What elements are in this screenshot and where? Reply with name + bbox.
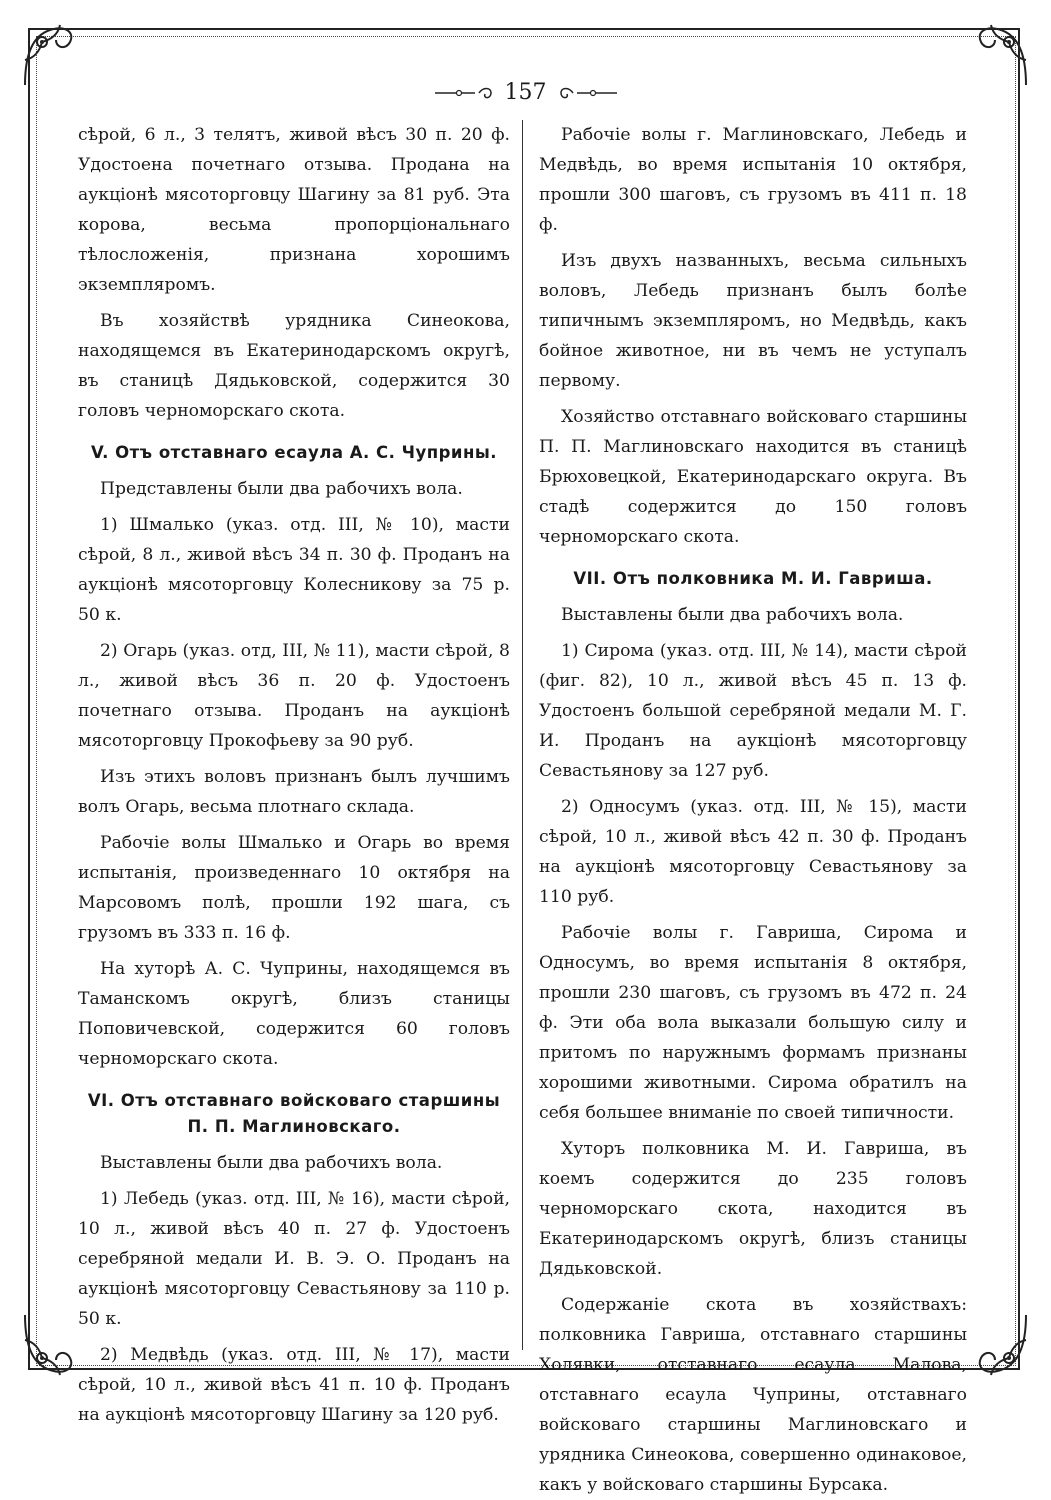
paragraph: сѣрой, 6 л., 3 телятъ, живой вѣсъ 30 п. 20 ф. Удостоена почетнаго отзыва. Продана на аукціонѣ мясоторговцу Шагину за 81 руб. Эта корова, весьма пропорціональнаго тѣлосложенія, признана хорошимъ экземпляромъ. — [78, 125, 510, 295]
paragraph: На хуторѣ А. С. Чуприны, находящемся въ Таманскомъ округѣ, близъ станицы Поповичевской, содержится 60 головъ черноморскаго скота. — [78, 959, 510, 1069]
paragraph: 1) Шмалько (указ. отд. III, № 10), масти сѣрой, 8 л., живой вѣсъ 34 п. 30 ф. Проданъ на аукціонѣ мясоторговцу Колесникову за 75 р. 50 к. — [78, 515, 510, 625]
paragraph: 2) Огарь (указ. отд, III, № 11), масти сѣрой, 8 л., живой вѣсъ 36 п. 20 ф. Удостоенъ почетнаго отзыва. Проданъ на аукціонѣ мясоторговцу Прокофьеву за 90 руб. — [78, 641, 510, 751]
paragraph: Въ хозяйствѣ урядника Синеокова, находящемся въ Екатеринодарскомъ округѣ, въ станицѣ Дядьковской, содержится 30 головъ черноморскаго скота. — [78, 311, 510, 421]
paragraph: Рабочіе волы Шмалько и Огарь во время испытанія, произведеннаго 10 октября на Марсовомъ полѣ, прошли 192 шага, съ грузомъ въ 333 п. 16 ф. — [78, 833, 510, 943]
page-header — [0, 80, 1051, 105]
paragraph: Выставлены были два рабочихъ вола. — [100, 1153, 443, 1173]
paragraph: Представлены были два рабочихъ вола. — [100, 479, 463, 499]
paragraph: Содержаніе скота въ хозяйствахъ: полковника Гавриша, отставнаго старшины Холявки, отставнаго есаула Малова, отставнаго есаула Чуприны, отставнаго войсковаго старшины Маглиновскаго и урядника Синеокова, совершенно одинаковое, какъ у войсковаго старшины Бурсака. — [539, 1295, 967, 1495]
paragraph: Хозяйство отставнаго войсковаго старшины П. П. Маглиновскаго находится въ станицѣ Брюховецкой, Екатеринодарскаго округа. Въ стадѣ содержится до 150 головъ черноморскаго скота. — [539, 407, 967, 547]
paragraph: 2) Односумъ (указ. отд. III, № 15), масти сѣрой, 10 л., живой вѣсъ 42 п. 30 ф. Проданъ на аукціонѣ мясоторговцу Севастьянову за 110 руб. — [539, 797, 967, 907]
page-number: 157 — [504, 80, 547, 105]
paragraph: 1) Лебедь (указ. отд. III, № 16), масти сѣрой, 10 л., живой вѣсъ 40 п. 27 ф. Удостоенъ серебряной медали И. В. Э. О. Проданъ на аукціонѣ мясоторговцу Севастьянову за 110 р. 50 к. — [78, 1189, 510, 1329]
column-divider — [522, 120, 523, 1350]
left-column — [78, 120, 518, 1425]
paragraph: Рабочіе волы г. Маглиновскаго, Лебедь и Медвѣдь, во время испытанія 10 октября, прошли 300 шаговъ, съ грузомъ въ 411 п. 18 ф. — [539, 125, 967, 235]
section-heading: V. Отъ отставнаго есаула А. С. Чуприны. — [90, 443, 498, 462]
flourish-right-icon — [557, 85, 617, 101]
paragraph: 2) Медвѣдь (указ. отд. III, № 17), масти сѣрой, 10 л., живой вѣсъ 41 п. 10 ф. Проданъ на аукціонѣ мясоторговцу Шагину за 120 руб. — [78, 1345, 510, 1425]
paragraph: Изъ этихъ воловъ признанъ былъ лучшимъ волъ Огарь, весьма плотнаго склада. — [78, 767, 510, 817]
paragraph: Изъ двухъ названныхъ, весьма сильныхъ воловъ, Лебедь признанъ былъ болѣе типичнымъ экземпляромъ, но Медвѣдь, какъ бойное животное, ни въ чемъ не уступалъ первому. — [539, 251, 967, 391]
paragraph: Выставлены были два рабочихъ вола. — [561, 605, 904, 625]
paragraph: Хуторъ полковника М. И. Гавриша, въ коемъ содержится до 235 головъ черноморскаго скота, находится въ Екатеринодарскомъ округѣ, близъ станицы Дядьковской. — [539, 1139, 967, 1279]
flourish-left-icon — [435, 85, 495, 101]
text-columns — [78, 120, 976, 1495]
paragraph: 1) Сирома (указ. отд. III, № 14), масти сѣрой (фиг. 82), 10 л., живой вѣсъ 45 п. 13 ф. Удостоенъ большой серебряной медали М. Г. И. Проданъ на аукціонѣ мясоторговцу Севастьянову за 127 руб. — [539, 641, 967, 781]
right-column — [527, 120, 967, 1495]
paragraph: Рабочіе волы г. Гавриша, Сирома и Односумъ, во время испытанія 8 октября, прошли 230 шаговъ, съ грузомъ въ 472 п. 24 ф. Эти оба вола выказали большую силу и притомъ по наружнымъ формамъ признаны хорошими животными. Сирома обратилъ на себя большее вниманіе по своей типичности. — [539, 923, 967, 1123]
section-heading: VI. Отъ отставнаго войсковаго старшины П. П. Маглиновскаго. — [87, 1091, 501, 1136]
section-heading: VII. Отъ полковника М. И. Гавриша. — [573, 569, 933, 588]
